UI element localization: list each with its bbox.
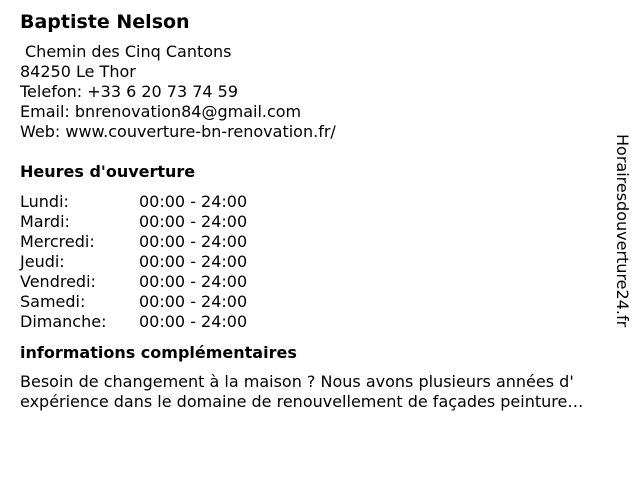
hours-table xyxy=(20,192,610,332)
hours-day: Mercredi: xyxy=(20,232,95,251)
business-name: Baptiste Nelson xyxy=(20,11,190,33)
hours-row xyxy=(20,192,610,212)
hours-row xyxy=(20,292,610,312)
hours-day: Lundi: xyxy=(20,192,69,211)
hours-row xyxy=(20,212,610,232)
hours-row xyxy=(20,252,610,272)
hours-day: Dimanche: xyxy=(20,312,107,331)
hours-time: 00:00 - 24:00 xyxy=(139,292,248,311)
hours-time: 00:00 - 24:00 xyxy=(139,212,248,231)
business-card xyxy=(20,10,610,412)
phone-line: Telefon: +33 6 20 73 74 59 xyxy=(20,82,239,101)
address-street: Chemin des Cinq Cantons xyxy=(25,42,232,61)
hours-row xyxy=(20,312,610,332)
extra-info-heading: informations complémentaires xyxy=(20,343,297,362)
hours-day: Vendredi: xyxy=(20,272,96,291)
website-line: Web: www.couverture-bn-renovation.fr/ xyxy=(20,122,336,141)
hours-row xyxy=(20,272,610,292)
hours-day: Mardi: xyxy=(20,212,70,231)
hours-time: 00:00 - 24:00 xyxy=(139,272,248,291)
hours-time: 00:00 - 24:00 xyxy=(139,232,248,251)
site-watermark: Horairesdouverture24.fr xyxy=(613,134,632,328)
email-line: Email: bnrenovation84@gmail.com xyxy=(20,102,302,121)
hours-heading: Heures d'ouverture xyxy=(20,162,196,181)
hours-day: Samedi: xyxy=(20,292,86,311)
hours-time: 00:00 - 24:00 xyxy=(139,252,248,271)
hours-time: 00:00 - 24:00 xyxy=(139,312,248,331)
hours-day: Jeudi: xyxy=(20,252,65,271)
hours-row xyxy=(20,232,610,252)
hours-time: 00:00 - 24:00 xyxy=(139,192,248,211)
address-city: 84250 Le Thor xyxy=(20,62,136,81)
extra-info-text: Besoin de changement à la maison ? Nous avons plusieurs années d' expérience dans le domaine de renouvellement de façades peinture… xyxy=(20,372,584,411)
